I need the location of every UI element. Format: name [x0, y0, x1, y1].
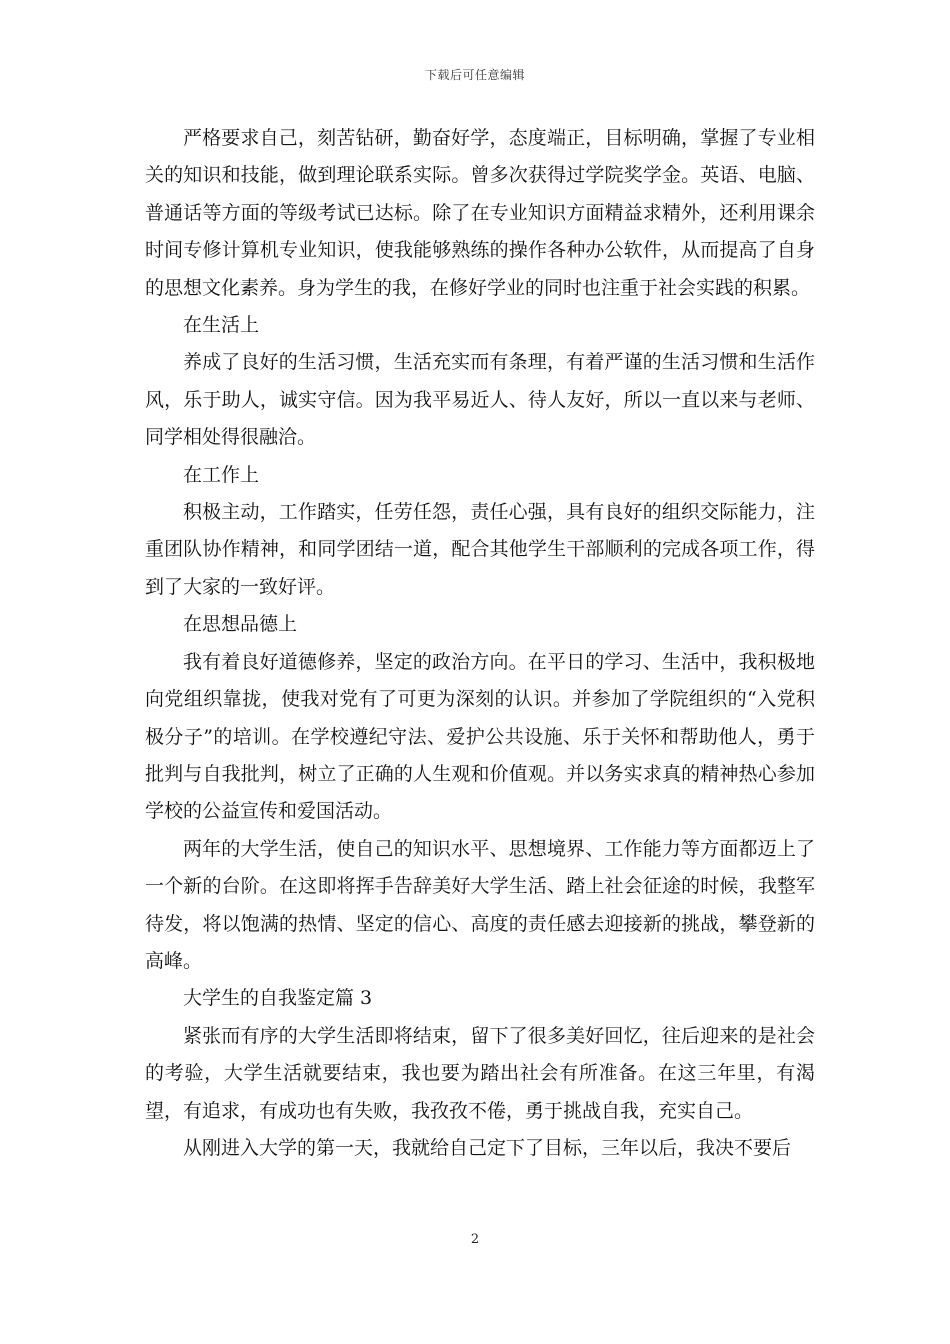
paragraph-intro-part-3: 紧张而有序的大学生活即将结束，留下了很多美好回忆，往后迎来的是社会的考验，大学生活就要结束，我也要为踏出社会有所准备。在这三年里，有渴望，有追求，有成功也有失败，我孜孜不倦，勇于挑战自我，充实自己。	[145, 1024, 815, 1122]
page-number: 2	[470, 1232, 480, 1247]
paragraph-conclusion: 两年的大学生活，使自己的知识水平、思想境界、工作能力等方面都迈上了一个新的台阶。在这即将挥手告辞美好大学生活、踏上社会征途的时候，我整军待发，将以饱满的热情、坚定的信心、高度的责任感去迎接新的挑战，攀登新的高峰。	[145, 837, 815, 972]
article-title-part-3: 大学生的自我鉴定篇 3	[183, 987, 373, 1010]
document-body	[145, 120, 815, 1167]
paragraph-study-continued: 严格要求自己，刻苦钻研，勤奋好学，态度端正，目标明确，掌握了专业相关的知识和技能，做到理论联系实际。曾多次获得过学院奖学金。英语、电脑、普通话等方面的等级考试已达标。除了在专业知识方面精益求精外，还利用课余时间专修计算机专业知识，使我能够熟练的操作各种办公软件，从而提高了自身的思想文化素养。身为学生的我，在修好学业的同时也注重于社会实践的积累。	[145, 127, 815, 299]
section-heading-morality: 在思想品德上	[183, 613, 298, 636]
page-header: 下载后可任意编辑	[424, 68, 525, 82]
paragraph-morality: 我有着良好道德修养，坚定的政治方向。在平日的学习、生活中，我积极地向党组织靠拢，使我对党有了可更为深刻的认识。并参加了学院组织的“入党积极分子”的培训。在学校遵纪守法、爱护公共设施、乐于关怀和帮助他人，勇于批判与自我批判，树立了正确的人生观和价值观。并以务实求真的精神热心参加学校的公益宣传和爱国活动。	[145, 650, 815, 823]
paragraph-goal-start: 从刚进入大学的第一天，我就给自己定下了目标，三年以后，我决不要后	[183, 1136, 792, 1159]
paragraph-work: 积极主动，工作踏实，任劳任怨，责任心强，具有良好的组织交际能力，注重团队协作精神，和同学团结一道，配合其他学生干部顺利的完成各项工作，得到了大家的一致好评。	[145, 501, 815, 598]
paragraph-life: 养成了良好的生活习惯，生活充实而有条理，有着严谨的生活习惯和生活作风，乐于助人，诚实守信。因为我平易近人、待人友好，所以一直以来与老师、同学相处得很融洽。	[145, 351, 815, 449]
section-heading-work: 在工作上	[183, 463, 260, 486]
section-heading-life: 在生活上	[183, 314, 260, 337]
